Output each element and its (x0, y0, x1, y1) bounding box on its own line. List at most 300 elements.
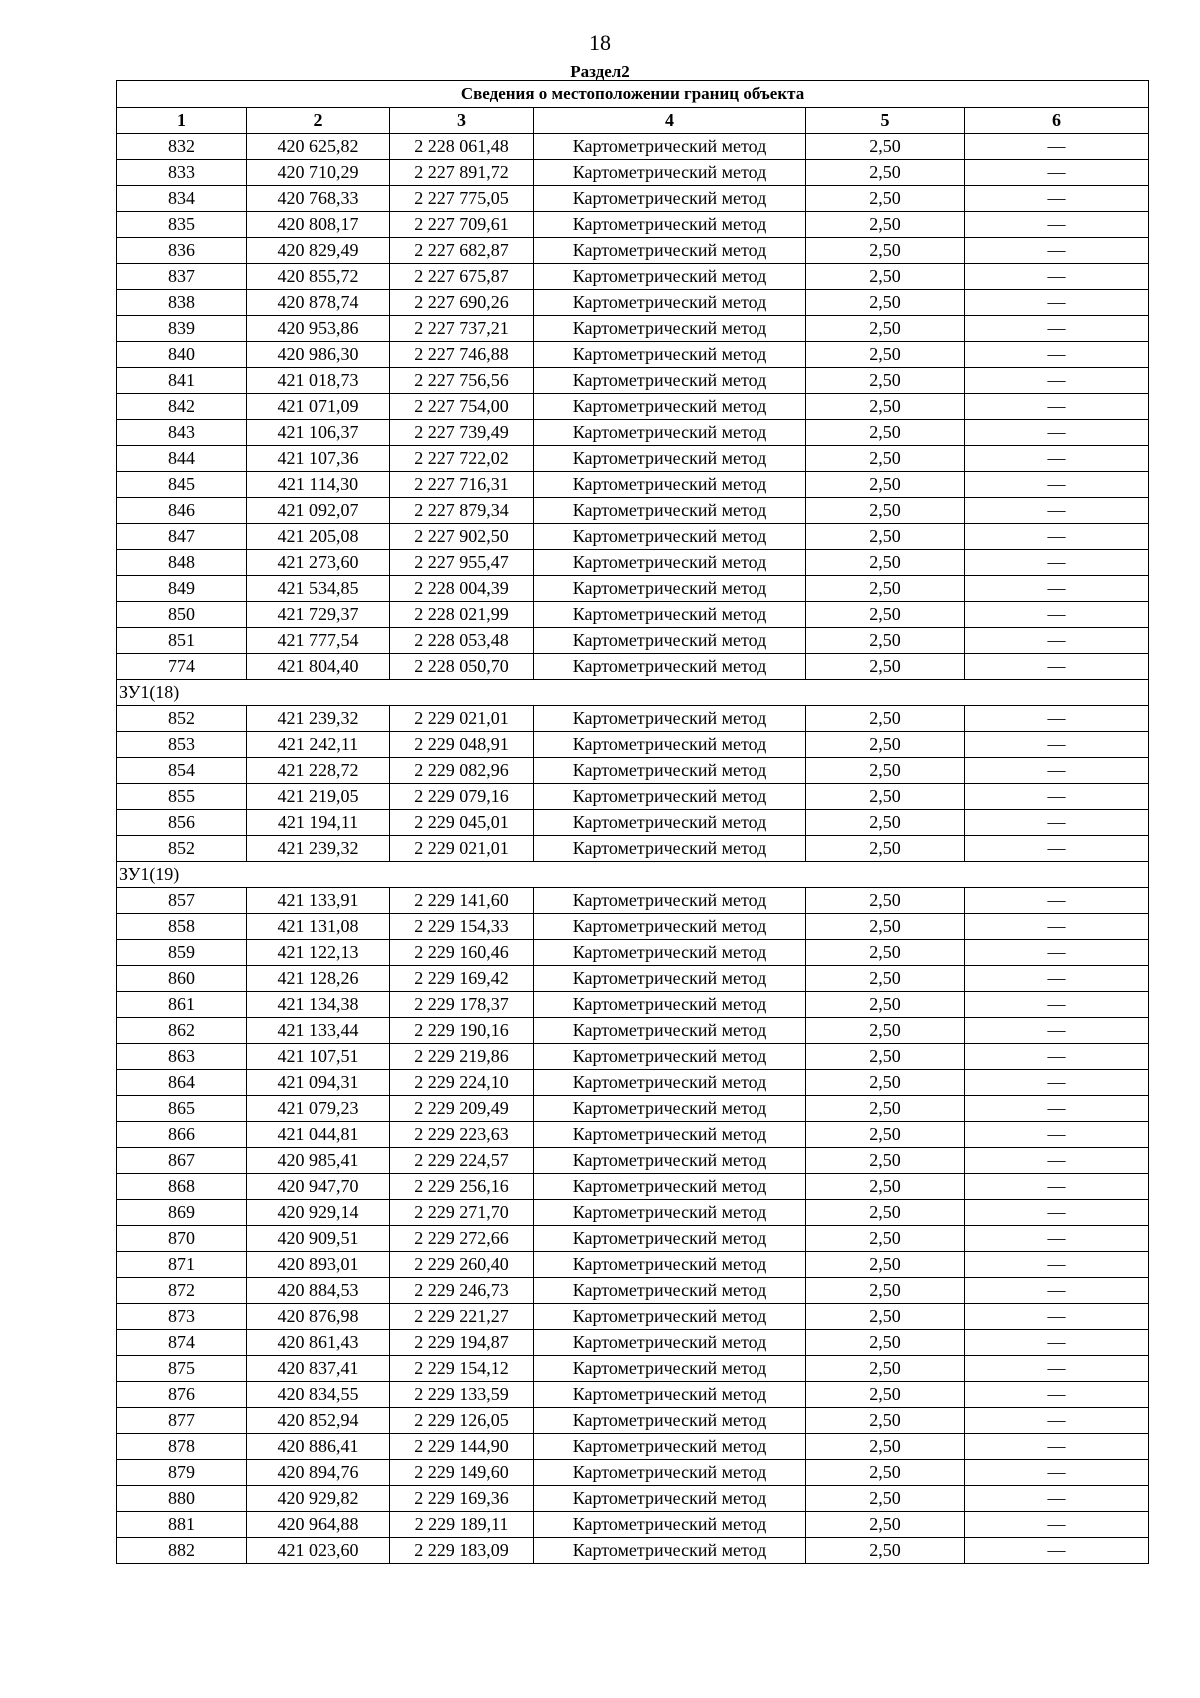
point-number-cell: 847 (117, 524, 247, 550)
point-number-cell: 854 (117, 758, 247, 784)
point-number-cell: 839 (117, 316, 247, 342)
description-cell: — (965, 212, 1149, 238)
point-number-cell: 832 (117, 134, 247, 160)
x-coordinate-cell: 420 861,43 (247, 1330, 390, 1356)
method-cell: Картометрический метод (534, 524, 806, 550)
table-row (117, 1252, 1149, 1278)
description-cell: — (965, 1252, 1149, 1278)
x-coordinate-cell: 421 134,38 (247, 992, 390, 1018)
accuracy-cell: 2,50 (806, 1408, 965, 1434)
accuracy-cell: 2,50 (806, 888, 965, 914)
description-cell: — (965, 342, 1149, 368)
method-cell: Картометрический метод (534, 290, 806, 316)
x-coordinate-cell: 421 044,81 (247, 1122, 390, 1148)
table-row (117, 784, 1149, 810)
y-coordinate-cell: 2 229 048,91 (390, 732, 534, 758)
y-coordinate-cell: 2 229 144,90 (390, 1434, 534, 1460)
table-row (117, 446, 1149, 472)
point-number-cell: 882 (117, 1538, 247, 1564)
method-cell: Картометрический метод (534, 706, 806, 732)
y-coordinate-cell: 2 228 061,48 (390, 134, 534, 160)
column-header: 1 (117, 108, 247, 134)
y-coordinate-cell: 2 229 260,40 (390, 1252, 534, 1278)
description-cell: — (965, 1096, 1149, 1122)
method-cell: Картометрический метод (534, 836, 806, 862)
accuracy-cell: 2,50 (806, 940, 965, 966)
x-coordinate-cell: 420 829,49 (247, 238, 390, 264)
y-coordinate-cell: 2 227 902,50 (390, 524, 534, 550)
y-coordinate-cell: 2 229 224,57 (390, 1148, 534, 1174)
accuracy-cell: 2,50 (806, 238, 965, 264)
table-row (117, 602, 1149, 628)
point-number-cell: 862 (117, 1018, 247, 1044)
method-cell: Картометрический метод (534, 1252, 806, 1278)
method-cell: Картометрический метод (534, 1226, 806, 1252)
y-coordinate-cell: 2 227 739,49 (390, 420, 534, 446)
y-coordinate-cell: 2 229 221,27 (390, 1304, 534, 1330)
y-coordinate-cell: 2 227 879,34 (390, 498, 534, 524)
table-row (117, 1044, 1149, 1070)
accuracy-cell: 2,50 (806, 1382, 965, 1408)
table-row (117, 316, 1149, 342)
point-number-cell: 844 (117, 446, 247, 472)
point-number-cell: 834 (117, 186, 247, 212)
description-cell: — (965, 1122, 1149, 1148)
x-coordinate-cell: 420 884,53 (247, 1278, 390, 1304)
x-coordinate-cell: 420 768,33 (247, 186, 390, 212)
description-cell: — (965, 732, 1149, 758)
method-cell: Картометрический метод (534, 1538, 806, 1564)
accuracy-cell: 2,50 (806, 264, 965, 290)
y-coordinate-cell: 2 229 189,11 (390, 1512, 534, 1538)
description-cell: — (965, 1174, 1149, 1200)
point-number-cell: 867 (117, 1148, 247, 1174)
table-row (117, 238, 1149, 264)
accuracy-cell: 2,50 (806, 446, 965, 472)
point-number-cell: 857 (117, 888, 247, 914)
x-coordinate-cell: 420 878,74 (247, 290, 390, 316)
accuracy-cell: 2,50 (806, 1122, 965, 1148)
x-coordinate-cell: 420 876,98 (247, 1304, 390, 1330)
accuracy-cell: 2,50 (806, 1018, 965, 1044)
accuracy-cell: 2,50 (806, 1538, 965, 1564)
x-coordinate-cell: 420 625,82 (247, 134, 390, 160)
table-row (117, 1460, 1149, 1486)
table-row (117, 914, 1149, 940)
y-coordinate-cell: 2 227 756,56 (390, 368, 534, 394)
table-row (117, 550, 1149, 576)
x-coordinate-cell: 421 122,13 (247, 940, 390, 966)
accuracy-cell: 2,50 (806, 1148, 965, 1174)
y-coordinate-cell: 2 229 209,49 (390, 1096, 534, 1122)
description-cell: — (965, 576, 1149, 602)
method-cell: Картометрический метод (534, 1382, 806, 1408)
x-coordinate-cell: 421 092,07 (247, 498, 390, 524)
table-row (117, 290, 1149, 316)
y-coordinate-cell: 2 229 194,87 (390, 1330, 534, 1356)
description-cell: — (965, 992, 1149, 1018)
method-cell: Картометрический метод (534, 550, 806, 576)
y-coordinate-cell: 2 229 169,36 (390, 1486, 534, 1512)
table-row (117, 524, 1149, 550)
method-cell: Картометрический метод (534, 1408, 806, 1434)
table-row (117, 1304, 1149, 1330)
table-row (117, 758, 1149, 784)
table-row (117, 888, 1149, 914)
method-cell: Картометрический метод (534, 758, 806, 784)
point-number-cell: 833 (117, 160, 247, 186)
x-coordinate-cell: 420 837,41 (247, 1356, 390, 1382)
point-number-cell: 860 (117, 966, 247, 992)
accuracy-cell: 2,50 (806, 1356, 965, 1382)
column-header: 3 (390, 108, 534, 134)
x-coordinate-cell: 420 808,17 (247, 212, 390, 238)
y-coordinate-cell: 2 229 190,16 (390, 1018, 534, 1044)
x-coordinate-cell: 421 242,11 (247, 732, 390, 758)
accuracy-cell: 2,50 (806, 498, 965, 524)
table-row (117, 1018, 1149, 1044)
x-coordinate-cell: 420 909,51 (247, 1226, 390, 1252)
method-cell: Картометрический метод (534, 446, 806, 472)
table-row (117, 1278, 1149, 1304)
accuracy-cell: 2,50 (806, 706, 965, 732)
method-cell: Картометрический метод (534, 628, 806, 654)
point-number-cell: 872 (117, 1278, 247, 1304)
y-coordinate-cell: 2 229 224,10 (390, 1070, 534, 1096)
x-coordinate-cell: 421 273,60 (247, 550, 390, 576)
accuracy-cell: 2,50 (806, 1096, 965, 1122)
table-row (117, 1356, 1149, 1382)
point-number-cell: 869 (117, 1200, 247, 1226)
x-coordinate-cell: 420 953,86 (247, 316, 390, 342)
method-cell: Картометрический метод (534, 1148, 806, 1174)
y-coordinate-cell: 2 227 709,61 (390, 212, 534, 238)
accuracy-cell: 2,50 (806, 576, 965, 602)
section-label: Раздел2 (570, 62, 630, 81)
method-cell: Картометрический метод (534, 732, 806, 758)
point-number-cell: 837 (117, 264, 247, 290)
x-coordinate-cell: 421 094,31 (247, 1070, 390, 1096)
description-cell: — (965, 914, 1149, 940)
point-number-cell: 864 (117, 1070, 247, 1096)
x-coordinate-cell: 420 929,14 (247, 1200, 390, 1226)
y-coordinate-cell: 2 227 675,87 (390, 264, 534, 290)
x-coordinate-cell: 421 239,32 (247, 836, 390, 862)
accuracy-cell: 2,50 (806, 1512, 965, 1538)
y-coordinate-cell: 2 228 050,70 (390, 654, 534, 680)
accuracy-cell: 2,50 (806, 654, 965, 680)
accuracy-cell: 2,50 (806, 836, 965, 862)
accuracy-cell: 2,50 (806, 394, 965, 420)
method-cell: Картометрический метод (534, 160, 806, 186)
method-cell: Картометрический метод (534, 1434, 806, 1460)
description-cell: — (965, 1330, 1149, 1356)
accuracy-cell: 2,50 (806, 1226, 965, 1252)
description-cell: — (965, 134, 1149, 160)
description-cell: — (965, 1226, 1149, 1252)
table-row (117, 212, 1149, 238)
method-cell: Картометрический метод (534, 1460, 806, 1486)
method-cell: Картометрический метод (534, 1304, 806, 1330)
method-cell: Картометрический метод (534, 1512, 806, 1538)
y-coordinate-cell: 2 227 716,31 (390, 472, 534, 498)
method-cell: Картометрический метод (534, 1096, 806, 1122)
x-coordinate-cell: 421 079,23 (247, 1096, 390, 1122)
x-coordinate-cell: 421 804,40 (247, 654, 390, 680)
accuracy-cell: 2,50 (806, 1330, 965, 1356)
method-cell: Картометрический метод (534, 992, 806, 1018)
x-coordinate-cell: 421 205,08 (247, 524, 390, 550)
point-number-cell: 865 (117, 1096, 247, 1122)
table-row (117, 1538, 1149, 1564)
description-cell: — (965, 1200, 1149, 1226)
table-row (117, 1408, 1149, 1434)
method-cell: Картометрический метод (534, 654, 806, 680)
point-number-cell: 840 (117, 342, 247, 368)
table-row (117, 186, 1149, 212)
description-cell: — (965, 420, 1149, 446)
x-coordinate-cell: 420 834,55 (247, 1382, 390, 1408)
y-coordinate-cell: 2 229 271,70 (390, 1200, 534, 1226)
point-number-cell: 880 (117, 1486, 247, 1512)
accuracy-cell: 2,50 (806, 914, 965, 940)
accuracy-cell: 2,50 (806, 1174, 965, 1200)
description-cell: — (965, 1460, 1149, 1486)
y-coordinate-cell: 2 229 256,16 (390, 1174, 534, 1200)
point-number-cell: 850 (117, 602, 247, 628)
y-coordinate-cell: 2 229 154,33 (390, 914, 534, 940)
x-coordinate-cell: 421 133,91 (247, 888, 390, 914)
description-cell: — (965, 1512, 1149, 1538)
accuracy-cell: 2,50 (806, 160, 965, 186)
accuracy-cell: 2,50 (806, 966, 965, 992)
x-coordinate-cell: 421 131,08 (247, 914, 390, 940)
table-row (117, 420, 1149, 446)
x-coordinate-cell: 421 128,26 (247, 966, 390, 992)
x-coordinate-cell: 421 777,54 (247, 628, 390, 654)
x-coordinate-cell: 421 194,11 (247, 810, 390, 836)
accuracy-cell: 2,50 (806, 602, 965, 628)
point-number-cell: 855 (117, 784, 247, 810)
accuracy-cell: 2,50 (806, 1070, 965, 1096)
y-coordinate-cell: 2 229 079,16 (390, 784, 534, 810)
accuracy-cell: 2,50 (806, 524, 965, 550)
method-cell: Картометрический метод (534, 784, 806, 810)
description-cell: — (965, 1356, 1149, 1382)
coordinates-table (116, 80, 1149, 1564)
x-coordinate-cell: 420 985,41 (247, 1148, 390, 1174)
x-coordinate-cell: 420 710,29 (247, 160, 390, 186)
method-cell: Картометрический метод (534, 888, 806, 914)
y-coordinate-cell: 2 227 891,72 (390, 160, 534, 186)
method-cell: Картометрический метод (534, 186, 806, 212)
x-coordinate-cell: 420 964,88 (247, 1512, 390, 1538)
method-cell: Картометрический метод (534, 342, 806, 368)
point-number-cell: 861 (117, 992, 247, 1018)
description-cell: — (965, 1148, 1149, 1174)
table-row (117, 1226, 1149, 1252)
x-coordinate-cell: 421 729,37 (247, 602, 390, 628)
method-cell: Картометрический метод (534, 1200, 806, 1226)
y-coordinate-cell: 2 229 160,46 (390, 940, 534, 966)
point-number-cell: 836 (117, 238, 247, 264)
table-row (117, 342, 1149, 368)
point-number-cell: 846 (117, 498, 247, 524)
y-coordinate-cell: 2 229 178,37 (390, 992, 534, 1018)
accuracy-cell: 2,50 (806, 628, 965, 654)
description-cell: — (965, 160, 1149, 186)
method-cell: Картометрический метод (534, 1070, 806, 1096)
description-cell: — (965, 1304, 1149, 1330)
accuracy-cell: 2,50 (806, 212, 965, 238)
y-coordinate-cell: 2 229 141,60 (390, 888, 534, 914)
method-cell: Картометрический метод (534, 212, 806, 238)
accuracy-cell: 2,50 (806, 1460, 965, 1486)
group-label: ЗУ1(19) (117, 862, 1149, 888)
description-cell: — (965, 940, 1149, 966)
table-row (117, 1096, 1149, 1122)
table-row (117, 134, 1149, 160)
y-coordinate-cell: 2 228 021,99 (390, 602, 534, 628)
point-number-cell: 848 (117, 550, 247, 576)
table-row (117, 368, 1149, 394)
x-coordinate-cell: 421 219,05 (247, 784, 390, 810)
accuracy-cell: 2,50 (806, 1434, 965, 1460)
accuracy-cell: 2,50 (806, 1044, 965, 1070)
x-coordinate-cell: 421 107,51 (247, 1044, 390, 1070)
description-cell: — (965, 1538, 1149, 1564)
table-row (117, 1200, 1149, 1226)
table-row (117, 576, 1149, 602)
y-coordinate-cell: 2 228 004,39 (390, 576, 534, 602)
table-title: Сведения о местоположении границ объекта (117, 81, 1149, 108)
table-row (117, 1174, 1149, 1200)
method-cell: Картометрический метод (534, 1330, 806, 1356)
x-coordinate-cell: 420 852,94 (247, 1408, 390, 1434)
accuracy-cell: 2,50 (806, 186, 965, 212)
description-cell: — (965, 264, 1149, 290)
y-coordinate-cell: 2 227 682,87 (390, 238, 534, 264)
description-cell: — (965, 706, 1149, 732)
method-cell: Картометрический метод (534, 316, 806, 342)
accuracy-cell: 2,50 (806, 1486, 965, 1512)
method-cell: Картометрический метод (534, 134, 806, 160)
accuracy-cell: 2,50 (806, 550, 965, 576)
description-cell: — (965, 1434, 1149, 1460)
table-row (117, 836, 1149, 862)
description-cell: — (965, 602, 1149, 628)
point-number-cell: 835 (117, 212, 247, 238)
method-cell: Картометрический метод (534, 420, 806, 446)
table-row (117, 498, 1149, 524)
y-coordinate-cell: 2 229 149,60 (390, 1460, 534, 1486)
x-coordinate-cell: 421 107,36 (247, 446, 390, 472)
table-row (117, 1512, 1149, 1538)
table-row (117, 706, 1149, 732)
method-cell: Картометрический метод (534, 1486, 806, 1512)
table-row (117, 628, 1149, 654)
column-header: 4 (534, 108, 806, 134)
description-cell: — (965, 290, 1149, 316)
point-number-cell: 873 (117, 1304, 247, 1330)
group-label: ЗУ1(18) (117, 680, 1149, 706)
x-coordinate-cell: 421 534,85 (247, 576, 390, 602)
method-cell: Картометрический метод (534, 1174, 806, 1200)
y-coordinate-cell: 2 229 021,01 (390, 706, 534, 732)
description-cell: — (965, 394, 1149, 420)
description-cell: — (965, 966, 1149, 992)
accuracy-cell: 2,50 (806, 992, 965, 1018)
x-coordinate-cell: 421 133,44 (247, 1018, 390, 1044)
y-coordinate-cell: 2 229 021,01 (390, 836, 534, 862)
accuracy-cell: 2,50 (806, 342, 965, 368)
x-coordinate-cell: 421 071,09 (247, 394, 390, 420)
method-cell: Картометрический метод (534, 940, 806, 966)
description-cell: — (965, 888, 1149, 914)
point-number-cell: 877 (117, 1408, 247, 1434)
x-coordinate-cell: 421 018,73 (247, 368, 390, 394)
description-cell: — (965, 1278, 1149, 1304)
accuracy-cell: 2,50 (806, 420, 965, 446)
point-number-cell: 868 (117, 1174, 247, 1200)
accuracy-cell: 2,50 (806, 1200, 965, 1226)
x-coordinate-cell: 421 228,72 (247, 758, 390, 784)
description-cell: — (965, 524, 1149, 550)
page-number: 18 (589, 30, 611, 55)
point-number-cell: 866 (117, 1122, 247, 1148)
table-row (117, 1382, 1149, 1408)
table-row (117, 992, 1149, 1018)
method-cell: Картометрический метод (534, 576, 806, 602)
y-coordinate-cell: 2 229 223,63 (390, 1122, 534, 1148)
column-header: 5 (806, 108, 965, 134)
method-cell: Картометрический метод (534, 1356, 806, 1382)
x-coordinate-cell: 420 929,82 (247, 1486, 390, 1512)
x-coordinate-cell: 421 239,32 (247, 706, 390, 732)
table-row (117, 1070, 1149, 1096)
point-number-cell: 874 (117, 1330, 247, 1356)
x-coordinate-cell: 421 106,37 (247, 420, 390, 446)
method-cell: Картометрический метод (534, 810, 806, 836)
x-coordinate-cell: 420 894,76 (247, 1460, 390, 1486)
point-number-cell: 871 (117, 1252, 247, 1278)
description-cell: — (965, 186, 1149, 212)
accuracy-cell: 2,50 (806, 316, 965, 342)
point-number-cell: 875 (117, 1356, 247, 1382)
point-number-cell: 876 (117, 1382, 247, 1408)
point-number-cell: 843 (117, 420, 247, 446)
x-coordinate-cell: 420 855,72 (247, 264, 390, 290)
method-cell: Картометрический метод (534, 1122, 806, 1148)
description-cell: — (965, 316, 1149, 342)
point-number-cell: 858 (117, 914, 247, 940)
description-cell: — (965, 1018, 1149, 1044)
column-header: 6 (965, 108, 1149, 134)
y-coordinate-cell: 2 229 045,01 (390, 810, 534, 836)
y-coordinate-cell: 2 229 082,96 (390, 758, 534, 784)
table-body (117, 134, 1149, 1564)
x-coordinate-cell: 420 893,01 (247, 1252, 390, 1278)
y-coordinate-cell: 2 229 169,42 (390, 966, 534, 992)
description-cell: — (965, 238, 1149, 264)
point-number-cell: 870 (117, 1226, 247, 1252)
description-cell: — (965, 498, 1149, 524)
description-cell: — (965, 446, 1149, 472)
table-row (117, 1330, 1149, 1356)
table-row (117, 1434, 1149, 1460)
point-number-cell: 845 (117, 472, 247, 498)
table-row (117, 264, 1149, 290)
